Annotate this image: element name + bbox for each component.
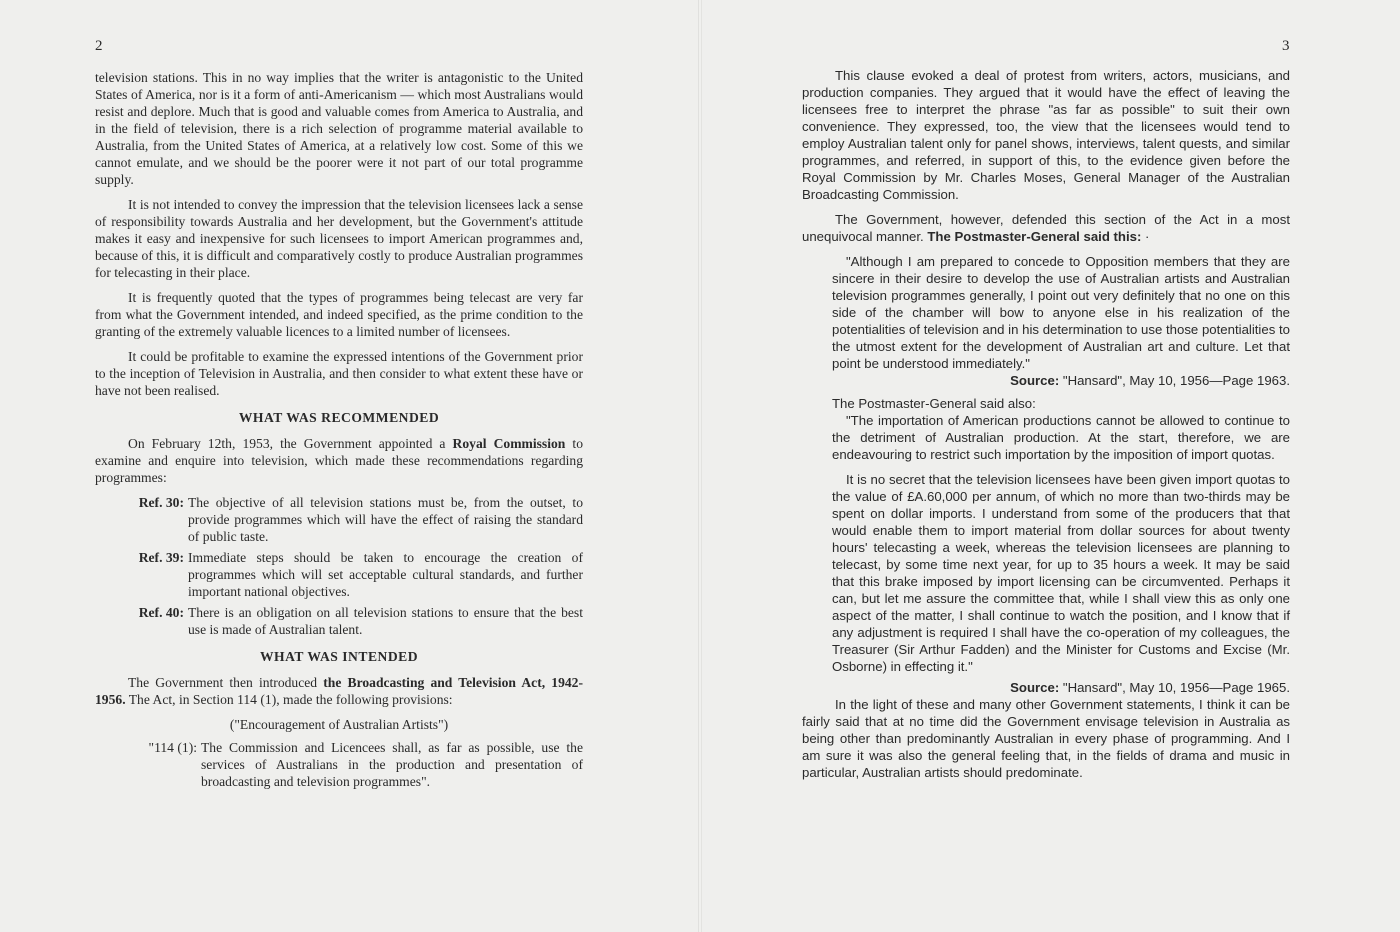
text-run: The Government, however, defended this section of the Act in a most unequivocal manner. (802, 212, 1290, 244)
right-column (802, 67, 1290, 789)
reference-item (95, 604, 583, 638)
reference-text: There is an obligation on all television stations to ensure that the best use is made of Australian talent. (188, 605, 583, 637)
text-run: On February 12th, 1953, the Government appointed a (128, 436, 453, 451)
source-citation (832, 372, 1290, 389)
quotation-block (832, 395, 1290, 696)
source-text: "Hansard", May 10, 1956—Page 1963. (1062, 373, 1290, 388)
paragraph: This clause evoked a deal of protest from writers, actors, musicians, and production companies. They argued that it would have the effect of leaving the licensees free to interpret the phrase "as far as possible" to suit their own convenience. They expressed, too, the view that the licensees would tend to employ Australian talent only for panel shows, interviews, talent quests, and similar programmes, and referred, in support of this, to the evidence given before the Royal Commission by Mr. Charles Moses, General Manager of the Australian Broadcasting Commission. (802, 68, 1290, 202)
reference-label: Ref. 30: (138, 495, 184, 510)
reference-label: Ref. 39: (138, 550, 184, 565)
paragraph: In the light of these and many other Government statements, I think it can be fairly said that at no time did the Government envisage television in Australia as being other than predominantly Australian in every phase of programming. And I am sure it was also the general feeling that, in the fields of drama and music in particular, Australian artists should predominate. (802, 697, 1290, 780)
page-number: 3 (1282, 38, 1290, 54)
source-label: Source: (1010, 373, 1060, 388)
section-heading-intended: WHAT WAS INTENDED (259, 649, 419, 664)
paragraph (95, 435, 583, 486)
provision-text: The Commission and Licencees shall, as far as possible, use the services of Australians in the production and presentation of broadcasting and television programmes". (201, 740, 583, 789)
text-run: The Government then introduced (128, 675, 324, 690)
text-run: to examine and enquire into television, which made these recommendations regarding programmes: (95, 436, 583, 485)
reference-label: Ref. 40: (138, 605, 184, 620)
reference-item (95, 549, 583, 600)
text-run: The Act, in Section 114 (1), made the following provisions: (125, 692, 453, 707)
reference-text: Immediate steps should be taken to encourage the creation of programmes which will set acceptable cultural standards, and further important national objectives. (188, 550, 583, 599)
page-number: 2 (95, 38, 103, 54)
quotation: "The importation of American productions cannot be allowed to continue to the detriment of Australian production. At the start, therefore, we are endeavouring to restrict such importation by the imposition of import quotas. (832, 413, 1290, 462)
left-column (95, 69, 583, 790)
paragraph: It is frequently quoted that the types of programmes being telecast are very far from what the Government intended, and indeed specified, as the prime condition to the granting of the extremely valuable licences to a limited number of licensees. (95, 290, 583, 339)
text-run-bold: The Postmaster-General said this: (927, 229, 1142, 244)
text-run: · (1141, 229, 1150, 244)
provision-caption: ("Encouragement of Australian Artists") (229, 717, 449, 732)
source-text: "Hansard", May 10, 1956—Page 1965. (1062, 680, 1290, 695)
quotation: It is no secret that the television licensees have been given import quotas to the value of £A.60,000 per annum, of which no more than two-thirds may be spent on dollar imports. I understand from some of the producers that that would enable them to import material from dollar sources for about twenty hours' telecasting a week, whereas the television licensees are planning to telecast, by some time next year, for up to 35 hours a week. It may be said that this brake imposed by import licensing can be circumvented. Perhaps it can, but let me assure the committee that, while I shall view this as only one aspect of the matter, I shall continue to watch the position, and I know that if any adjustment is required I shall have the co-operation of my colleagues, the Treasurer (Sir Arthur Fadden) and the Minister for Customs and Excise (Mr. Osborne) in effecting it." (832, 472, 1290, 674)
provision-label: "114 (1): (148, 740, 197, 755)
paragraph: television stations. This in no way implies that the writer is antagonistic to the United States of America, nor is it a form of anti-Americanism — which most Australians would resist and deplore. Much that is good and valuable comes from America to Australia, and in the field of television, there is a rich selection of programme material available to Australia, from the United States of America, at a relatively low cost. Some of this we cannot emulate, and we should be the poorer were it not part of our total programme supply. (95, 70, 583, 187)
source-citation (832, 679, 1290, 696)
paragraph: The Postmaster-General said also: (832, 396, 1036, 411)
text-run-bold: Royal Commission (452, 436, 566, 451)
section-heading-recommended: WHAT WAS RECOMMENDED (238, 410, 440, 425)
quotation-block (832, 253, 1290, 389)
reference-item (95, 494, 583, 545)
text-run-bold: the Broadcasting and Television Act, 1942-1956. (95, 675, 583, 707)
quotation: "Although I am prepared to concede to Opposition members that they are sincere in their desire to develop the use of Australian artists and Australian television programmes generally, I point out very definitely that no one on this side of the chamber will bow to anyone else in his realization of the potentialities of television and in his determination to use those potentialities to the utmost extent for the development of Australian art and culture. Let that point be understood immediately." (832, 254, 1290, 371)
paragraph (95, 674, 583, 708)
reference-text: The objective of all television stations must be, from the outset, to provide programmes which will have the effect of raising the standard of public taste. (188, 495, 583, 544)
paragraph: It could be profitable to examine the expressed intentions of the Government prior to the inception of Television in Australia, and then consider to what extent these have or have not been realised. (95, 349, 583, 398)
provision (95, 739, 583, 790)
paragraph (802, 211, 1290, 245)
left-page (0, 0, 698, 932)
paragraph: It is not intended to convey the impression that the television licensees lack a sense of responsibility towards Australia and her development, but the Government's attitude makes it easy and inexpensive for such licensees to import American programmes and, because of this, it is difficult and comparatively costly to produce Australian programmes for telecasting in their place. (95, 197, 583, 280)
right-page (702, 0, 1400, 932)
source-label: Source: (1010, 680, 1060, 695)
